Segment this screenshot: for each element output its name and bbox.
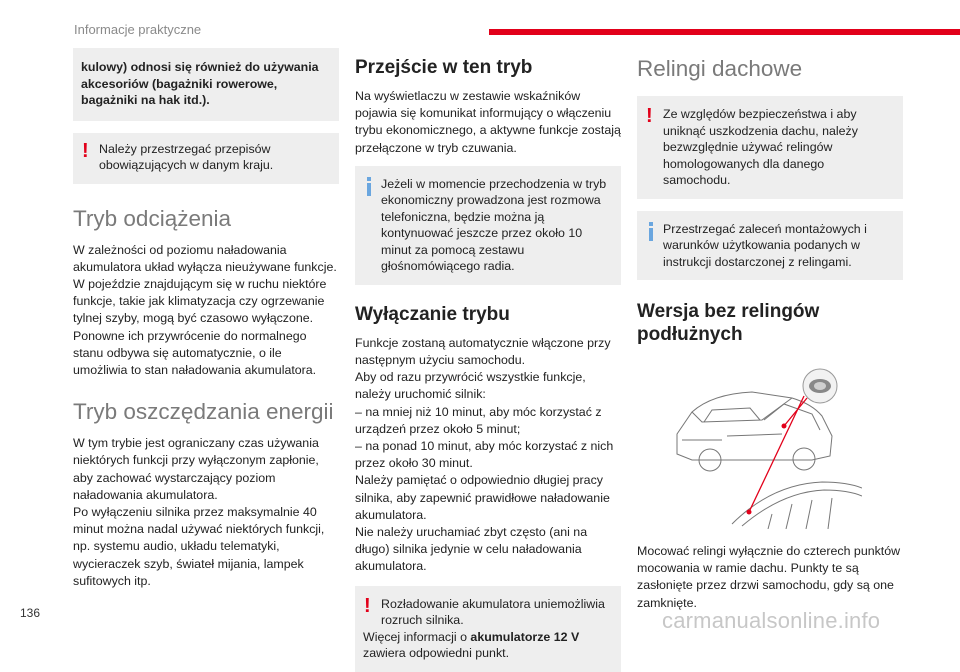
- roof-warning-line: [645, 106, 895, 189]
- relief-mode-text: W zależności od poziomu naładowania akumulatora układ wyłącza nieużywane funkcje. W pojeździe znajdującym się w ruchu niektóre funkcje, takie jak klimatyzacja czy ogrzewanie tylnej szyby, mogą być czasowo wyłączone. Ponowne ich przywrócenie do normalnego stanu odbywa się automatycznie, o ile umożliwia to stan naładowania akumulatora.: [73, 242, 337, 377]
- phone-info-box: [355, 166, 621, 285]
- watermark: carmanualsonline.info: [662, 608, 881, 633]
- relief-mode-heading: Tryb odciążenia: [73, 205, 231, 231]
- law-warning-box: [73, 133, 339, 184]
- warning-exclamation-icon: !: [646, 105, 653, 127]
- roof-warning-text: Ze względów bezpieczeństwa i aby uniknąć uszkodzenia dachu, należy bezwzględnie używać relingów homologowanych dla danego samochodu.: [663, 107, 858, 187]
- battery-warning-line: [363, 596, 613, 629]
- law-warning-text: Należy przestrzegać przepisów obowiązujących w danym kraju.: [99, 141, 274, 172]
- battery-more-info: [363, 629, 613, 662]
- mounting-points-text: Mocować relingi wyłącznie do czterech punktów mocowania w ramie dachu. Punkty te są zasłonięte przez drzwi samochodu, gdy są one zamknięte.: [637, 544, 901, 610]
- continuation-text: kulowy) odnosi się również do używania akcesoriów (bagażniki rowerowe, bagażniki na hak itd.).: [81, 60, 319, 107]
- info-icon: [649, 222, 653, 241]
- header-accent-bar: [489, 29, 960, 35]
- column-3: [637, 56, 903, 612]
- law-warning-line: [81, 141, 331, 174]
- transition-heading: Przejście w ten tryb: [355, 57, 533, 78]
- warning-exclamation-icon: !: [364, 594, 371, 617]
- battery-warning-box: [355, 586, 621, 672]
- roof-info-text: Przestrzegać zaleceń montażowych i warunków użytkowania podanych w instrukcji dostarczonej z relingami.: [663, 221, 867, 269]
- roof-warning-box: [637, 96, 903, 199]
- page-number: 136: [20, 606, 41, 620]
- exit-mode-text: Funkcje zostaną automatycznie włączone przy następnym użyciu samochodu. Aby od razu przywrócić wszystkie funkcje, należy uruchomić silnik: – na mniej niż 10 minut, aby móc korzystać z urządzeń przez około 5 minut; – na ponad 10 minut, aby móc korzystać z nich przez około 30 minut. Należy pamiętać o odpowiednio długiej pracy silnika, aby zapewnić prawidłowe naładowanie akumulatora. Nie należy uruchamiać zbyt często (ani na długo) silnika jedynie w celu naładowania akumulatora.: [355, 335, 614, 574]
- continuation-box: [73, 48, 339, 121]
- info-icon: [367, 177, 371, 196]
- exit-mode-heading: Wyłączanie trybu: [355, 303, 510, 325]
- battery-more-suffix: zawiera odpowiedni punkt.: [363, 646, 510, 661]
- economy-mode-text: W tym trybie jest ograniczany czas używania niektórych funkcji przy wyłączonym zapłonie, aby zachować wystarczający poziom naładowania akumulatora. Po wyłączeniu silnika przez maksymalnie 40 minut można nadal używać niektórych funkcji, np. systemu audio, układu telematyki, wycieraczek szyb, świateł mijania, lampek sufitowych itp.: [73, 436, 325, 588]
- column-1: [73, 48, 339, 590]
- warning-exclamation-icon: !: [82, 139, 89, 162]
- roof-bars-heading: Relingi dachowe: [637, 56, 803, 81]
- battery-link-text: akumulatorze 12 V: [470, 629, 580, 644]
- phone-info-text: Jeżeli w momencie przechodzenia w tryb ekonomiczny prowadzona jest rozmowa telefoniczna, będzie można ją kontynuować jeszcze przez około 10 minut za pomocą zestawu głośnomówiącego radia.: [381, 176, 607, 274]
- version-heading: Wersja bez relingów podłużnych: [637, 301, 820, 345]
- roof-info-box: [637, 211, 903, 281]
- battery-more-prefix: Więcej informacji o: [363, 629, 471, 644]
- column-2: [355, 56, 621, 672]
- page-header-title: Informacje praktyczne: [74, 22, 202, 37]
- phone-info-line: [363, 176, 613, 275]
- economy-mode-heading: Tryb oszczędzania energii: [73, 399, 334, 425]
- battery-warning-text: Rozładowanie akumulatora uniemożliwia rozruch silnika.: [381, 596, 605, 628]
- roof-mounting-illustration: [672, 364, 862, 529]
- roof-info-line: [645, 221, 895, 271]
- transition-text: Na wyświetlaczu w zestawie wskaźników pojawia się komunikat informujący o włączeniu trybu ekonomicznego, a aktywne funkcje zostają przełączone w tryb czuwania.: [355, 89, 621, 155]
